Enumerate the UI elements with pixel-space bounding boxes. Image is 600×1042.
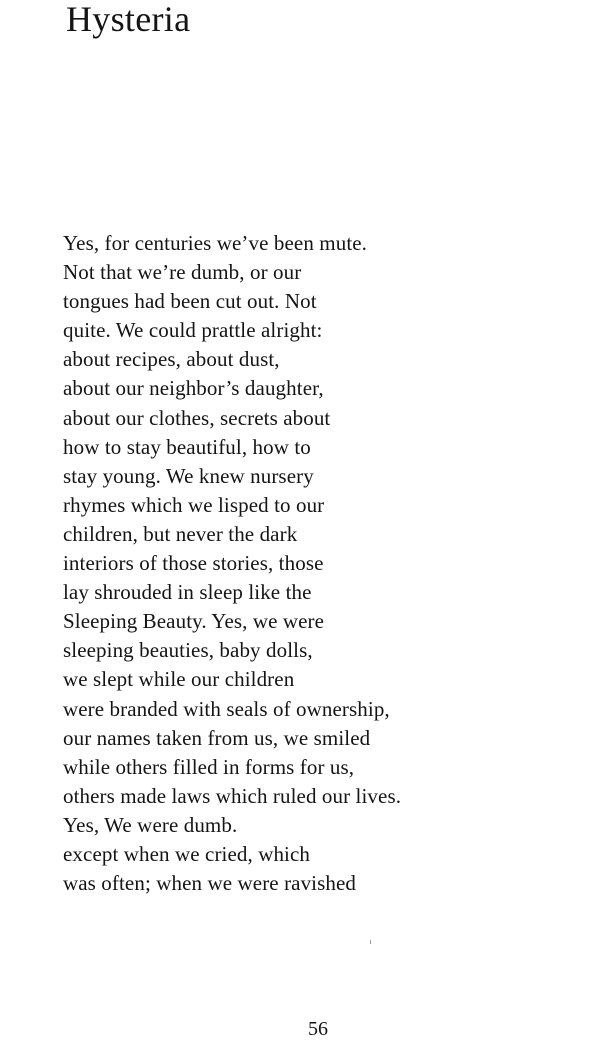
scan-speck (370, 940, 371, 944)
poem-line: we slept while our children (63, 667, 295, 692)
page-number: 56 (308, 1018, 328, 1040)
poem-title: Hysteria (66, 0, 191, 39)
poem-line: children, but never the dark (63, 521, 298, 546)
poem-line: sleeping beauties, baby dolls, (63, 638, 313, 663)
poem-body (63, 229, 583, 898)
poem-line: were branded with seals of ownership, (63, 696, 390, 721)
poem-line: Yes, We were dumb. (63, 812, 238, 837)
poem-line: except when we cried, which (63, 841, 311, 866)
poem-line: about our clothes, secrets about (63, 405, 331, 430)
poem-line: how to stay beautiful, how to (63, 434, 311, 459)
poem-line: while others filled in forms for us, (63, 754, 355, 779)
poem-line: rhymes which we lisped to our (63, 492, 325, 517)
poem-line: about our neighbor’s daughter, (63, 376, 324, 401)
poem-line: Not that we’re dumb, or our (63, 260, 302, 285)
poem-line: tongues had been cut out. Not (63, 289, 317, 314)
poem-line: Yes, for centuries we’ve been mute. (63, 231, 368, 255)
poem-line: our names taken from us, we smiled (63, 725, 371, 750)
poem-line: was often; when we were ravished (63, 871, 357, 896)
poem-line: about recipes, about dust, (63, 347, 280, 372)
poem-line: lay shrouded in sleep like the (63, 580, 312, 605)
poem-line: stay young. We knew nursery (63, 463, 314, 488)
poem-line: others made laws which ruled our lives. (63, 783, 402, 808)
poem-line: Sleeping Beauty. Yes, we were (63, 609, 325, 634)
poem-line: quite. We could prattle alright: (63, 318, 323, 343)
poem-line: interiors of those stories, those (63, 551, 324, 576)
